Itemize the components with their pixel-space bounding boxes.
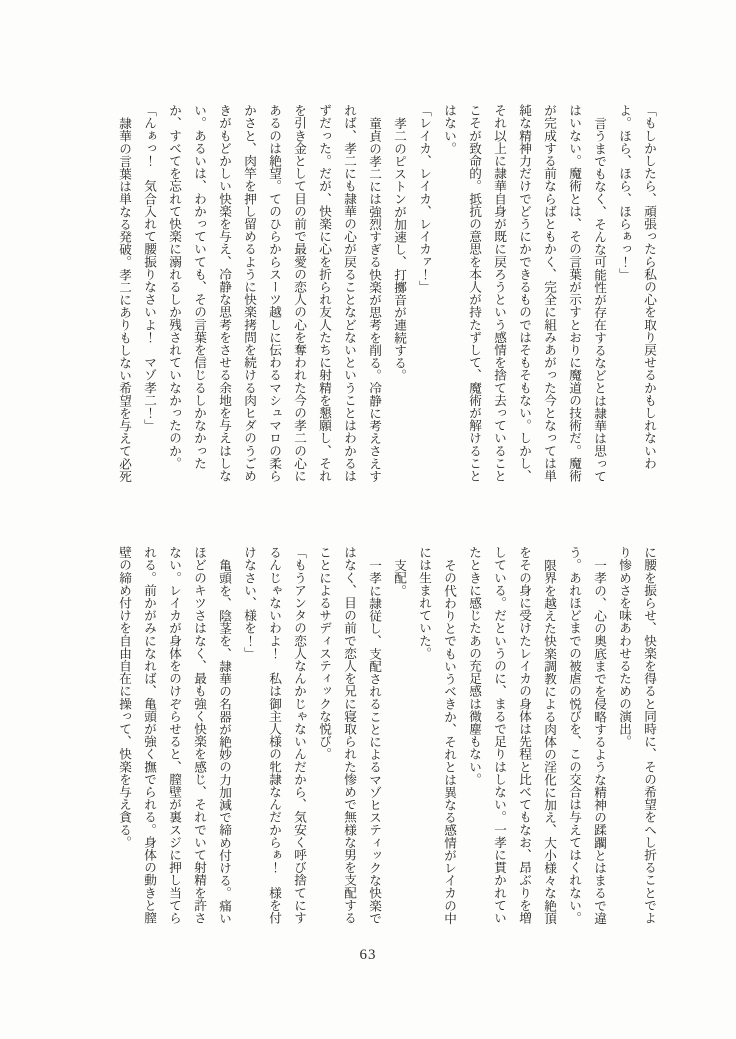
paragraph: 「レイカ、レイカ、レイカァ！」 — [417, 104, 431, 293]
paragraph: 一孝の、心の奥底までを侵略するような精神の蹂躙とはまるで違う。あれほどまでの被虐の悦びを、この交合は与えてはくれない。 — [567, 546, 606, 924]
paragraph: に腰を振らせ、快楽を得ると同時に、その希望をへし折ることでより惨めさを味あわせるための演出。 — [617, 546, 656, 924]
paragraph: 亀頭を、陰茎を、隷華の名器が絶妙の力加減で締め付ける。痛いほどのキツさはなく、最も強く快楽を感じ、それでいて射精を許さない。レイカが身体をのけぞらせると、膣壁が裏スジに押し当てられる。前かがみになれば、亀頭が強く撫でられる。身体の動きと膣壁の締め付けを自由自在に操って、快楽を与え貪る。 — [117, 546, 231, 924]
text-block-top — [105, 104, 661, 484]
paragraph: 言うまでもなく、そんな可能性が存在するなどとは隷華は思ってはいない。魔術とは、その言葉が示すとおりに魔道の技術だ。魔術が完成する前ならばともかく、完全に組みあがった今となっては単純な精神力だけでどうにかできるものではそもそもない。しかし、それ以上に隷華自身が既に戻ろうという感情を捨て去っていることこそが致命的。抵抗の意思を本人が持たずして、魔術が解けることはない。 — [442, 104, 606, 482]
paragraph: その代わりとでもいうべきか、それとは異なる感情がレイカの中には生まれていた。 — [417, 546, 456, 924]
paragraph: 「もうアンタの恋人なんかじゃないんだから、気安く呼び捨てにするんじゃないわよ！ 私は御主人様の牝隷なんだからぁ！ 様を付けなさい、様を！」 — [242, 546, 306, 924]
text-block-bottom — [105, 546, 661, 926]
paragraph: 孝二のピストンが加速し、打擲音が連続する。 — [392, 116, 406, 382]
paragraph: 隷華の言葉は単なる発破。孝二にありもしない希望を与えて必死 — [117, 116, 131, 482]
paragraph: 限界を越えた快楽調教による肉体の淫化に加え、大小様々な絶頂をその身に受けたレイカの身体は先程と比べてもなお、昂ぶりを増している。だというのに、まるで足りはしない。一孝に貫かれていたときに感じたあの充足感は微塵もない。 — [467, 546, 556, 924]
paragraph: 「もしかしたら、頑張ったら私の心を取り戻せるかもしれないわよ。ほら、ほら、ほらぁっ！」 — [617, 104, 656, 470]
paragraph: 童貞の孝二には強烈すぎる快楽が思考を削る。冷静に考えさえすれば、孝二にも隷華の心が戻ることなどないということはわかるはずだった。だが、快楽に心を折られ友人たちに射精を懇願し、それを引き金として目の前で最愛の恋人の心を奪われた今の孝二の心にあるのは絶望。てのひらからスーツ越しに伝わるマシュマロの柔らかさと、肉竿を押し留めるように快楽拷問を続ける肉ヒダのうごめきがもどかしい快楽を与え、冷静な思考をさせる余地を与えはしない。あるいは、わかっていても、その言葉を信じるしかなかったか、すべてを忘れて快楽に溺れるしか残されていなかったのか。 — [167, 104, 381, 482]
paragraph: 支配。 — [392, 558, 406, 597]
paragraph: 一孝に隷従し、支配されることによるマゾヒスティックな快楽ではなく、目の前で恋人を兄に寝取られた惨めで無様な男を支配することによるサディスティックな悦び。 — [317, 546, 381, 924]
page-number: 63 — [359, 947, 377, 963]
paragraph: 「んぁっ！ 気合入れて腰振りなさいよ！ マゾ孝二！」 — [142, 104, 156, 432]
